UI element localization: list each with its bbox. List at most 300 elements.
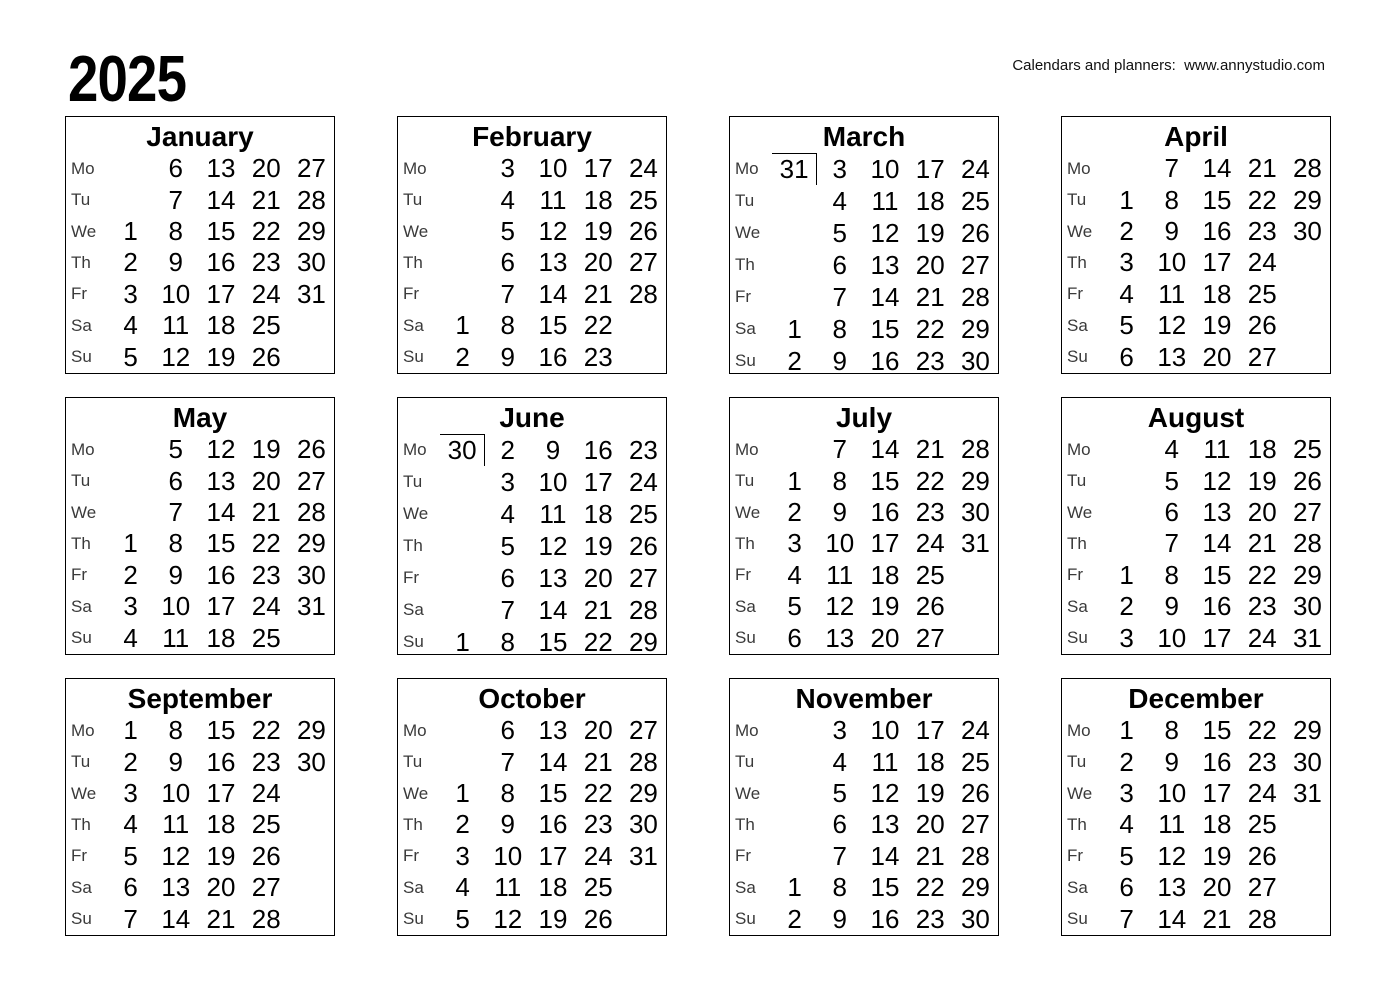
date-cell: 22 bbox=[915, 872, 945, 903]
date-cell: 27 bbox=[628, 562, 658, 593]
dow-label: Mo bbox=[403, 158, 427, 178]
date-cell: 5 bbox=[1164, 465, 1180, 496]
date-cell: 28 bbox=[1292, 153, 1322, 184]
date-cell: 18 bbox=[206, 809, 236, 840]
date-cell: 6 bbox=[832, 249, 848, 280]
date-cell: 11 bbox=[162, 809, 190, 840]
dow-label: Sa bbox=[735, 877, 756, 897]
date-cell: 1 bbox=[123, 528, 138, 559]
date-cell: 7 bbox=[168, 497, 184, 528]
dow-row-tu bbox=[398, 466, 666, 498]
date-cell: 7 bbox=[168, 184, 184, 215]
month-rows bbox=[730, 434, 998, 654]
date-cell: 26 bbox=[960, 217, 990, 248]
date-cell: 21 bbox=[915, 434, 945, 465]
dow-label: Fr bbox=[1067, 284, 1084, 304]
dow-label: Fr bbox=[735, 846, 752, 866]
month-december bbox=[1061, 678, 1331, 936]
dow-label: Su bbox=[71, 909, 92, 929]
month-rows bbox=[66, 434, 334, 654]
date-cell: 17 bbox=[206, 778, 236, 809]
date-cell: 24 bbox=[960, 153, 990, 184]
date-cell-empty bbox=[1285, 247, 1330, 278]
dow-label: Tu bbox=[403, 752, 423, 772]
date-cell: 21 bbox=[915, 281, 945, 312]
date-cell: 18 bbox=[206, 310, 236, 341]
date-cell: 28 bbox=[251, 903, 281, 934]
date-cell: 30 bbox=[628, 809, 658, 840]
dow-label: We bbox=[1067, 502, 1093, 522]
date-cell: 29 bbox=[296, 715, 326, 746]
date-cell: 25 bbox=[915, 559, 945, 590]
date-cell: 10 bbox=[538, 466, 568, 497]
date-cell: 7 bbox=[500, 746, 516, 777]
date-cell: 19 bbox=[915, 778, 945, 809]
dow-row-sa bbox=[1062, 872, 1330, 903]
date-cell: 18 bbox=[915, 185, 945, 216]
date-cell: 4 bbox=[1119, 278, 1134, 309]
date-cell: 24 bbox=[1247, 778, 1277, 809]
date-cell: 24 bbox=[960, 715, 990, 746]
date-cell: 13 bbox=[870, 249, 900, 280]
date-cell-empty bbox=[1104, 434, 1149, 465]
date-cell-empty bbox=[440, 594, 485, 626]
date-cell-empty bbox=[772, 217, 817, 249]
dow-row-su bbox=[398, 626, 666, 658]
month-title: January bbox=[146, 120, 254, 152]
date-cell: 2 bbox=[455, 341, 470, 372]
month-rows bbox=[1062, 153, 1330, 373]
date-cell: 25 bbox=[960, 185, 990, 216]
date-cell-empty bbox=[772, 434, 817, 465]
date-cell: 19 bbox=[583, 530, 613, 561]
date-cell: 28 bbox=[960, 840, 990, 871]
date-cell: 3 bbox=[123, 591, 138, 622]
date-cell: 17 bbox=[206, 278, 236, 309]
month-rows bbox=[730, 715, 998, 935]
date-cell-empty bbox=[440, 216, 485, 247]
date-cell-empty bbox=[289, 904, 334, 935]
date-cell: 4 bbox=[1164, 434, 1180, 465]
date-cell: 12 bbox=[1202, 465, 1232, 496]
date-cell: 27 bbox=[296, 153, 326, 184]
date-cell: 20 bbox=[583, 247, 613, 278]
date-cell: 12 bbox=[870, 778, 900, 809]
date-cell: 3 bbox=[500, 466, 516, 497]
date-cell: 6 bbox=[1119, 341, 1134, 372]
overflow-date-cell: 30 bbox=[440, 434, 485, 466]
date-cell: 11 bbox=[539, 498, 567, 529]
dow-label: Th bbox=[735, 255, 755, 274]
date-cell: 6 bbox=[123, 872, 138, 903]
date-cell: 12 bbox=[825, 591, 855, 622]
dow-row-tu bbox=[730, 746, 998, 777]
date-cell: 31 bbox=[628, 840, 658, 871]
date-cell: 18 bbox=[870, 559, 900, 590]
date-cell: 25 bbox=[1247, 809, 1277, 840]
date-cell: 11 bbox=[826, 559, 854, 590]
date-cell: 12 bbox=[1157, 310, 1187, 341]
date-cell: 30 bbox=[296, 247, 326, 278]
date-cell: 17 bbox=[915, 715, 945, 746]
date-cell: 25 bbox=[251, 809, 281, 840]
date-cell: 11 bbox=[539, 184, 567, 215]
date-cell: 3 bbox=[123, 778, 138, 809]
date-cell: 29 bbox=[628, 778, 658, 809]
dow-label: We bbox=[71, 783, 97, 803]
date-cell: 20 bbox=[251, 153, 281, 184]
date-cell: 5 bbox=[787, 591, 802, 622]
date-cell: 28 bbox=[296, 184, 326, 215]
date-cell: 21 bbox=[583, 594, 613, 625]
date-cell-empty bbox=[289, 310, 334, 341]
dow-label: We bbox=[735, 223, 761, 242]
date-cell: 5 bbox=[500, 530, 516, 561]
date-cell-empty bbox=[1104, 153, 1149, 184]
site-tagline: Calendars and planners: www.annystudio.com bbox=[1012, 57, 1325, 74]
date-cell: 3 bbox=[832, 153, 848, 184]
date-cell: 14 bbox=[206, 184, 236, 215]
date-cell: 14 bbox=[538, 746, 568, 777]
date-cell: 30 bbox=[1292, 216, 1322, 247]
dow-label: Fr bbox=[1067, 565, 1084, 585]
date-cell: 5 bbox=[832, 778, 848, 809]
date-cell: 14 bbox=[538, 594, 568, 625]
dow-label: Mo bbox=[403, 720, 427, 740]
date-cell: 6 bbox=[1164, 497, 1180, 528]
dow-label: Mo bbox=[735, 159, 759, 178]
date-cell: 11 bbox=[871, 185, 899, 216]
date-cell: 9 bbox=[168, 247, 184, 278]
date-cell: 15 bbox=[1202, 184, 1232, 215]
dow-row-sa bbox=[730, 591, 998, 622]
date-cell: 29 bbox=[296, 216, 326, 247]
dow-label: Tu bbox=[735, 471, 755, 491]
date-cell: 20 bbox=[915, 249, 945, 280]
date-cell: 17 bbox=[1202, 778, 1232, 809]
date-cell-empty bbox=[621, 310, 666, 341]
date-cell-empty bbox=[1104, 465, 1149, 496]
date-cell: 14 bbox=[1202, 528, 1232, 559]
date-cell: 22 bbox=[1247, 559, 1277, 590]
date-cell: 25 bbox=[1292, 434, 1322, 465]
date-cell-empty bbox=[772, 809, 817, 840]
date-cell: 29 bbox=[1292, 559, 1322, 590]
date-cell: 20 bbox=[915, 809, 945, 840]
date-cell: 27 bbox=[1247, 341, 1277, 372]
dow-label: Tu bbox=[735, 191, 755, 210]
date-cell: 31 bbox=[296, 278, 326, 309]
date-cell: 6 bbox=[1119, 872, 1134, 903]
date-cell: 25 bbox=[628, 184, 658, 215]
dow-row-tu bbox=[1062, 746, 1330, 777]
date-cell: 10 bbox=[161, 278, 191, 309]
dow-label: Su bbox=[1067, 347, 1088, 367]
year-title: 2025 bbox=[68, 42, 187, 115]
dow-row-th bbox=[398, 247, 666, 278]
month-rows bbox=[730, 153, 998, 377]
date-cell: 22 bbox=[251, 528, 281, 559]
month-rows bbox=[66, 715, 334, 935]
date-cell: 13 bbox=[1157, 872, 1187, 903]
date-cell: 14 bbox=[870, 281, 900, 312]
date-cell: 9 bbox=[832, 903, 848, 934]
dow-row-th bbox=[730, 809, 998, 840]
date-cell: 27 bbox=[915, 622, 945, 653]
month-rows bbox=[398, 153, 666, 373]
date-cell-empty bbox=[772, 778, 817, 809]
date-cell: 26 bbox=[1247, 840, 1277, 871]
dow-label: Th bbox=[403, 814, 423, 834]
dow-row-tu bbox=[66, 184, 334, 215]
date-cell: 21 bbox=[915, 840, 945, 871]
dow-row-fr bbox=[398, 562, 666, 594]
dow-row-sa bbox=[730, 313, 998, 345]
date-cell: 23 bbox=[915, 903, 945, 934]
dow-row-we bbox=[66, 497, 334, 528]
month-title: June bbox=[499, 401, 565, 433]
date-cell: 16 bbox=[1202, 216, 1232, 247]
date-cell: 13 bbox=[870, 809, 900, 840]
date-cell: 8 bbox=[500, 310, 516, 341]
dow-label: Su bbox=[735, 909, 756, 929]
date-cell-empty bbox=[289, 623, 334, 654]
dow-label: We bbox=[735, 502, 761, 522]
date-cell: 26 bbox=[583, 903, 613, 934]
dow-row-fr bbox=[1062, 279, 1330, 310]
dow-row-mo bbox=[1062, 153, 1330, 184]
dow-label: Sa bbox=[71, 596, 92, 616]
month-title: March bbox=[822, 120, 906, 152]
date-cell: 20 bbox=[870, 622, 900, 653]
dow-label: Su bbox=[71, 347, 92, 367]
dow-row-fr bbox=[66, 560, 334, 591]
date-cell: 14 bbox=[161, 903, 191, 934]
month-rows bbox=[1062, 434, 1330, 654]
date-cell: 27 bbox=[628, 715, 658, 746]
date-cell: 26 bbox=[251, 840, 281, 871]
date-cell: 19 bbox=[206, 840, 236, 871]
date-cell: 20 bbox=[1202, 872, 1232, 903]
date-cell: 2 bbox=[123, 247, 138, 278]
dow-label: We bbox=[403, 221, 429, 241]
date-cell: 4 bbox=[832, 746, 848, 777]
date-cell: 5 bbox=[123, 840, 138, 871]
dow-label: Fr bbox=[1067, 846, 1084, 866]
date-cell-empty bbox=[1285, 342, 1330, 373]
date-cell: 1 bbox=[1119, 184, 1134, 215]
date-cell: 23 bbox=[915, 345, 945, 376]
date-cell: 18 bbox=[1202, 809, 1232, 840]
date-cell-empty bbox=[1104, 528, 1149, 559]
date-cell: 9 bbox=[168, 746, 184, 777]
dow-label: Th bbox=[403, 252, 423, 272]
date-cell: 24 bbox=[628, 153, 658, 184]
date-cell: 29 bbox=[628, 626, 658, 657]
dow-label: Th bbox=[735, 533, 755, 553]
date-cell: 17 bbox=[206, 591, 236, 622]
dow-row-mo bbox=[66, 153, 334, 184]
date-cell: 16 bbox=[538, 341, 568, 372]
date-cell: 7 bbox=[123, 903, 138, 934]
date-cell: 30 bbox=[960, 903, 990, 934]
date-cell: 16 bbox=[870, 497, 900, 528]
month-rows bbox=[1062, 715, 1330, 935]
date-cell: 26 bbox=[1247, 310, 1277, 341]
date-cell: 6 bbox=[168, 153, 184, 184]
date-cell-empty bbox=[440, 746, 485, 777]
dow-row-th bbox=[398, 530, 666, 562]
dow-row-fr bbox=[66, 841, 334, 872]
month-september bbox=[65, 678, 335, 936]
date-cell: 15 bbox=[1202, 715, 1232, 746]
date-cell: 3 bbox=[1119, 778, 1134, 809]
date-cell: 6 bbox=[787, 622, 802, 653]
dow-label: Mo bbox=[735, 720, 759, 740]
date-cell-empty bbox=[440, 153, 485, 184]
date-cell: 19 bbox=[915, 217, 945, 248]
date-cell: 10 bbox=[493, 840, 523, 871]
date-cell: 26 bbox=[296, 434, 326, 465]
date-cell: 29 bbox=[1292, 715, 1322, 746]
date-cell: 22 bbox=[251, 216, 281, 247]
date-cell-empty bbox=[772, 281, 817, 313]
date-cell: 2 bbox=[500, 434, 516, 465]
date-cell: 2 bbox=[123, 746, 138, 777]
date-cell: 18 bbox=[915, 746, 945, 777]
date-cell: 13 bbox=[538, 247, 568, 278]
date-cell: 10 bbox=[161, 778, 191, 809]
date-cell-empty bbox=[289, 809, 334, 840]
date-cell: 5 bbox=[832, 217, 848, 248]
dow-row-we bbox=[1062, 497, 1330, 528]
date-cell: 5 bbox=[168, 434, 184, 465]
dow-row-mo bbox=[1062, 434, 1330, 465]
date-cell: 18 bbox=[538, 872, 568, 903]
dow-label: Fr bbox=[403, 568, 420, 587]
date-cell: 29 bbox=[1292, 184, 1322, 215]
date-cell: 20 bbox=[251, 465, 281, 496]
date-cell: 14 bbox=[1202, 153, 1232, 184]
date-cell: 7 bbox=[1119, 903, 1134, 934]
date-cell-empty bbox=[108, 497, 153, 528]
date-cell: 3 bbox=[832, 715, 848, 746]
date-cell: 10 bbox=[870, 715, 900, 746]
date-cell: 16 bbox=[870, 903, 900, 934]
date-cell: 8 bbox=[1164, 184, 1180, 215]
dow-row-tu bbox=[730, 185, 998, 217]
date-cell: 7 bbox=[1164, 528, 1180, 559]
date-cell-empty bbox=[108, 153, 153, 184]
date-cell: 2 bbox=[123, 559, 138, 590]
date-cell: 12 bbox=[161, 341, 191, 372]
dow-row-th bbox=[66, 528, 334, 559]
dow-label: Th bbox=[71, 533, 91, 553]
dow-row-tu bbox=[66, 465, 334, 496]
date-cell: 23 bbox=[1247, 746, 1277, 777]
date-cell: 16 bbox=[870, 345, 900, 376]
date-cell-empty bbox=[953, 560, 998, 591]
dow-row-fr bbox=[1062, 560, 1330, 591]
dow-label: Th bbox=[1067, 533, 1087, 553]
dow-row-su bbox=[66, 623, 334, 654]
date-cell: 13 bbox=[1157, 341, 1187, 372]
months-grid bbox=[65, 116, 1331, 936]
date-cell: 15 bbox=[870, 465, 900, 496]
dow-row-we bbox=[66, 216, 334, 247]
date-cell: 10 bbox=[825, 528, 855, 559]
date-cell: 11 bbox=[1158, 809, 1186, 840]
date-cell: 22 bbox=[1247, 715, 1277, 746]
dow-label: Tu bbox=[1067, 471, 1087, 491]
dow-label: Th bbox=[1067, 814, 1087, 834]
date-cell: 20 bbox=[583, 562, 613, 593]
date-cell: 7 bbox=[832, 840, 848, 871]
dow-row-we bbox=[730, 217, 998, 249]
dow-row-th bbox=[730, 249, 998, 281]
date-cell: 19 bbox=[870, 591, 900, 622]
date-cell: 26 bbox=[915, 591, 945, 622]
date-cell: 5 bbox=[500, 216, 516, 247]
date-cell: 13 bbox=[538, 715, 568, 746]
date-cell: 15 bbox=[538, 626, 568, 657]
date-cell: 12 bbox=[538, 530, 568, 561]
dow-label: Sa bbox=[71, 315, 92, 335]
date-cell: 10 bbox=[538, 153, 568, 184]
date-cell-empty bbox=[1285, 279, 1330, 310]
date-cell: 21 bbox=[583, 746, 613, 777]
dow-row-tu bbox=[730, 465, 998, 496]
date-cell: 23 bbox=[583, 341, 613, 372]
dow-label: Tu bbox=[403, 472, 423, 491]
date-cell-empty bbox=[440, 247, 485, 278]
date-cell: 24 bbox=[583, 840, 613, 871]
date-cell: 31 bbox=[960, 528, 990, 559]
date-cell: 18 bbox=[206, 622, 236, 653]
date-cell: 7 bbox=[500, 594, 516, 625]
dow-label: Su bbox=[735, 351, 756, 370]
date-cell: 13 bbox=[1202, 497, 1232, 528]
date-cell-empty bbox=[953, 623, 998, 654]
date-cell: 22 bbox=[1247, 184, 1277, 215]
date-cell: 23 bbox=[583, 809, 613, 840]
date-cell: 30 bbox=[1292, 591, 1322, 622]
date-cell: 17 bbox=[583, 153, 613, 184]
date-cell: 18 bbox=[1202, 278, 1232, 309]
dow-label: Fr bbox=[735, 287, 752, 306]
month-july bbox=[729, 397, 999, 655]
date-cell: 20 bbox=[1202, 341, 1232, 372]
date-cell: 26 bbox=[960, 778, 990, 809]
date-cell-empty bbox=[1285, 872, 1330, 903]
month-rows bbox=[398, 434, 666, 658]
date-cell: 1 bbox=[455, 310, 470, 341]
date-cell: 8 bbox=[832, 465, 848, 496]
date-cell: 16 bbox=[538, 809, 568, 840]
date-cell: 9 bbox=[1164, 746, 1180, 777]
date-cell: 16 bbox=[1202, 746, 1232, 777]
date-cell: 8 bbox=[1164, 559, 1180, 590]
date-cell: 23 bbox=[251, 559, 281, 590]
date-cell: 4 bbox=[1119, 809, 1134, 840]
date-cell: 9 bbox=[1164, 591, 1180, 622]
date-cell-empty bbox=[440, 466, 485, 498]
date-cell: 6 bbox=[500, 247, 516, 278]
date-cell: 27 bbox=[1247, 872, 1277, 903]
date-cell: 18 bbox=[583, 498, 613, 529]
date-cell: 20 bbox=[1247, 497, 1277, 528]
date-cell: 21 bbox=[206, 903, 236, 934]
